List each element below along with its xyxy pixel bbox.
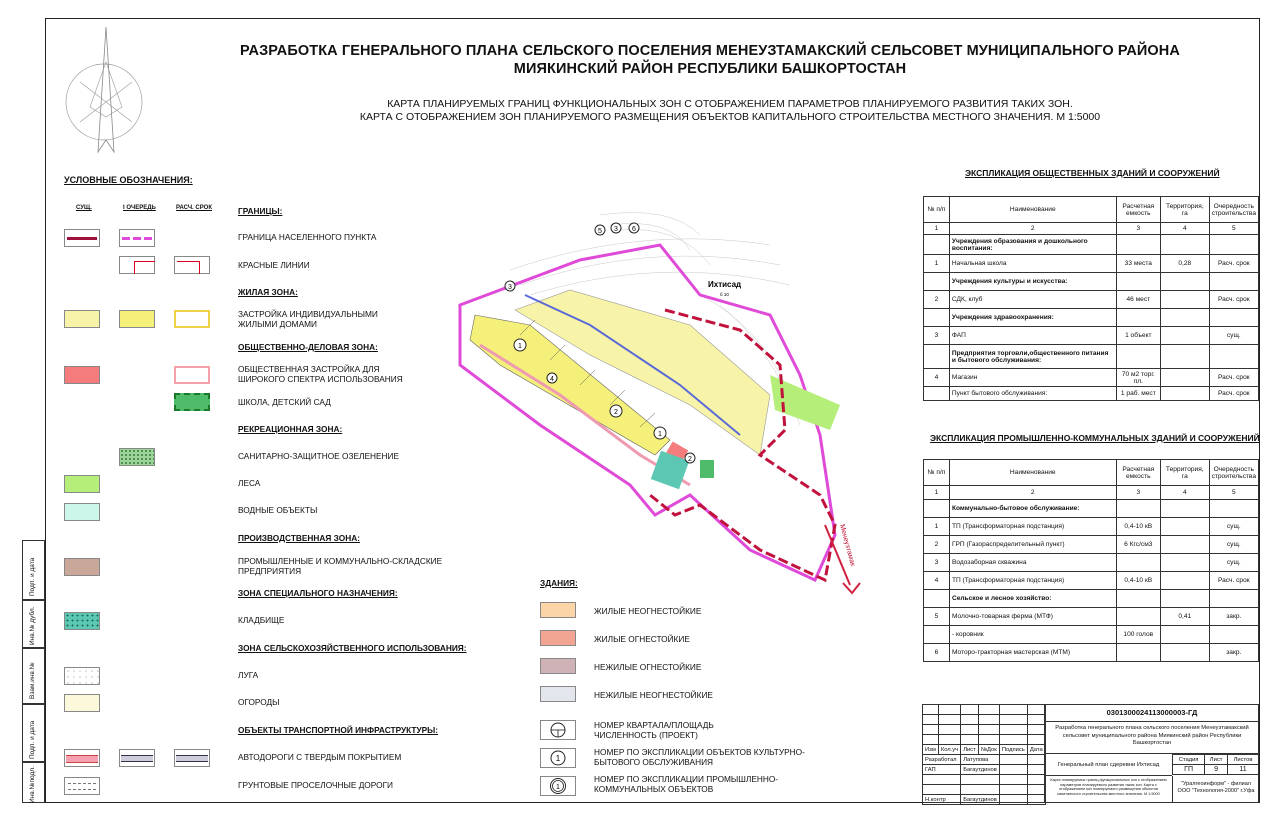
legend-swatch-gardens xyxy=(64,694,100,712)
legend-swatch-public-calc xyxy=(174,366,210,384)
bld-quarter: НОМЕР КВАРТАЛА/ПЛОЩАДЬ ЧИСЛЕННОСТЬ (ПРОЕКТ) xyxy=(594,720,714,740)
legend-cemetery: КЛАДБИЩЕ xyxy=(238,615,285,625)
map-marker-2b: 2 xyxy=(688,456,692,463)
map-marker-5: 5 xyxy=(598,228,602,235)
legend-swatch-redlines-calc xyxy=(174,256,210,274)
ex-public-title: ЭКСПЛИКАЦИЯ ОБЩЕСТВЕННЫХ ЗДАНИЙ И СООРУЖЕНИЙ xyxy=(965,168,1220,178)
bld-swatch-nonres-fire xyxy=(540,658,576,674)
legend-water: ВОДНЫЕ ОБЪЕКТЫ xyxy=(238,505,318,515)
legend-school: ШКОЛА, ДЕТСКИЙ САД xyxy=(238,397,331,407)
bld-nonres-nonfire: НЕЖИЛЫЕ НЕОГНЕСТОЙКИЕ xyxy=(594,690,713,700)
legend-section-special: ЗОНА СПЕЦИАЛЬНОГО НАЗНАЧЕНИЯ: xyxy=(238,588,398,598)
legend-red-lines: КРАСНЫЕ ЛИНИИ xyxy=(238,260,310,270)
buildings-title: ЗДАНИЯ: xyxy=(540,578,578,588)
map-road-label: Менеузтамак xyxy=(838,523,856,568)
bld-ind: НОМЕР ПО ЭКСПЛИКАЦИИ ПРОМЫШЛЕННО- КОММУНАЛЬНЫХ ОБЪЕКТОВ xyxy=(594,774,779,794)
legend-swatch-industrial xyxy=(64,558,100,576)
legend-section-agri: ЗОНА СЕЛЬСКОХОЗЯЙСТВЕННОГО ИСПОЛЬЗОВАНИЯ: xyxy=(238,643,467,653)
legend-swatch-paved-calc xyxy=(174,749,210,767)
ex-industrial-title: ЭКСПЛИКАЦИЯ ПРОМЫШЛЕННО-КОММУНАЛЬНЫХ ЗДАНИЙ И СООРУЖЕНИЙ xyxy=(930,433,1260,443)
bld-swatch-res-fire xyxy=(540,630,576,646)
legend-public: ОБЩЕСТВЕННАЯ ЗАСТРОЙКА ДЛЯ ШИРОКОГО СПЕКТРА ИСПОЛЬЗОВАНИЯ xyxy=(238,364,403,384)
bld-swatch-nonres-nonfire xyxy=(540,686,576,702)
legend-forest: ЛЕСА xyxy=(238,478,261,488)
legend-swatch-sanitary xyxy=(119,448,155,466)
tb-stage-grid: Стадия Лист Листов ГП 9 11 xyxy=(1172,754,1259,775)
legend-section-industrial: ПРОИЗВОДСТВЕННАЯ ЗОНА: xyxy=(238,533,360,543)
bld-swatch-cult xyxy=(540,748,576,768)
tb-grid: Изм Кол.уч Лист №Док Подпись Дата Разработал Латупова ГАП Багаутдинов Н.контр Багаутдинов xyxy=(922,704,1046,805)
legend-swatch-res-calc xyxy=(174,310,210,328)
legend-settlement-border: ГРАНИЦА НАСЕЛЕННОГО ПУНКТА xyxy=(238,232,377,242)
tb-org: "Уралгеоинформ" - филиал ООО "Технология-2000" г.Уфа xyxy=(1172,776,1259,803)
side-stamp-4: Подп. и дата xyxy=(22,704,45,762)
settlement-map[interactable] xyxy=(440,195,880,595)
legend-swatch-school xyxy=(174,393,210,411)
legend-swatch-res-first xyxy=(119,310,155,328)
legend-swatch-meadow xyxy=(64,667,100,685)
map-marker-2: 2 xyxy=(614,409,618,416)
tb-code: 0301300024113000003-ГД xyxy=(1044,704,1259,722)
ex-public-table: № п/п Наименование Расчетная емкость Территория, га Очередность строительства 1 2 3 4 5 Учреждения образования и дошкольного воспитания: 1 Начальная школа 33 места 0,28 Расч. срок Учреждения культуры и искусства: 2 СДК, клуб 46 мест Расч. срок Учреждения здравоохранения: 3 ФАП 1 объект сущ. Предприятия торговли,общественного питания и бытового обслуживания: 4 Магазин 70 м2 торг. пл. Расч. срок Пункт бытового обслуживания: 1 раб. мест Расч. срок xyxy=(923,196,1259,401)
legend-swatch-cemetery xyxy=(64,612,100,630)
legend-meadow: ЛУГА xyxy=(238,670,259,680)
bld-nonres-fire: НЕЖИЛЫЕ ОГНЕСТОЙКИЕ xyxy=(594,662,702,672)
legend-swatch-forest xyxy=(64,475,100,493)
legend-swatch-water xyxy=(64,503,100,521)
bld-swatch-ind xyxy=(540,776,576,796)
bld-cult: НОМЕР ПО ЭКСПЛИКАЦИИ ОБЪЕКТОВ КУЛЬТУРНО- БЫТОВОГО ОБСЛУЖИВАНИЯ xyxy=(594,747,805,767)
legend-section-borders: ГРАНИЦЫ: xyxy=(238,206,283,216)
map-village-name: Ихтисад xyxy=(708,280,742,289)
legend-title: УСЛОВНЫЕ ОБОЗНАЧЕНИЯ: xyxy=(64,175,193,185)
legend-industrial: ПРОМЫШЛЕННЫЕ И КОММУНАЛЬНО-СКЛАДСКИЕ ПРЕДПРИЯТИЯ xyxy=(238,556,443,576)
side-stamp-1: Подп. и дата xyxy=(22,540,45,600)
legend-paved-roads: АВТОДОРОГИ С ТВЕРДЫМ ПОКРЫТИЕМ xyxy=(238,752,402,762)
page-subtitle: КАРТА ПЛАНИРУЕМЫХ ГРАНИЦ ФУНКЦИОНАЛЬНЫХ ЗОН С ОТОБРАЖЕНИЕМ ПАРАМЕТРОВ ПЛАНИРУЕМОГО РАЗВИТИЯ ТАКИХ ЗОН. КАРТА С ОТОБРАЖЕНИЕМ ЗОН ПЛАНИРУЕМОГО РАЗМЕЩЕНИЯ ОБЪЕКТОВ КАПИТАЛЬНОГО СТРОИТЕЛЬСТВА МЕСТНОГО ЗНАЧЕНИЯ. М 1:5000 xyxy=(359,98,1101,123)
legend-swatch-res-existing xyxy=(64,310,100,328)
legend-swatch-border-first xyxy=(119,229,155,247)
legend-gardens: ОГОРОДЫ xyxy=(238,697,280,707)
page-title: РАЗРАБОТКА ГЕНЕРАЛЬНОГО ПЛАНА СЕЛЬСКОГО ПОСЕЛЕНИЯ МЕНЕУЗТАМАКСКИЙ СЕЛЬСОВЕТ МУНИЦИПАЛЬНОГО РАЙОНА МИЯКИНСКИЙ РАЙОН РЕСПУБЛИКИ БАШКОРТОСТАН xyxy=(240,43,1180,77)
legend-swatch-public-existing xyxy=(64,366,100,384)
legend-section-transport: ОБЪЕКТЫ ТРАНСПОРТНОЙ ИНФРАСТРУКТУРЫ: xyxy=(238,725,439,735)
map-marker-4: 4 xyxy=(550,376,554,383)
map-marker-1b: 1 xyxy=(658,431,662,438)
legend-section-residential: ЖИЛАЯ ЗОНА: xyxy=(238,287,298,297)
tb-plan-name: Генеральный план сдеревни Ихтисад xyxy=(1044,754,1172,776)
legend-col-calc: РАСЧ. СРОК xyxy=(176,205,212,211)
legend-section-recreation: РЕКРЕАЦИОННАЯ ЗОНА: xyxy=(238,424,343,434)
legend-swatch-dirt xyxy=(64,777,100,795)
tb-desc: Разработка генерального плана сельского поселения Менеузтамакский сельсовет муниципального района Миякинский район Республики Башкортостан xyxy=(1044,722,1259,754)
map-marker-1: 1 xyxy=(518,343,522,350)
marker-cult-number: 1 xyxy=(555,754,561,763)
bld-res-nonfire: ЖИЛЫЕ НЕОГНЕСТОЙКИЕ xyxy=(594,606,702,616)
tb-map-desc: Карта планируемых границ функциональных зон с отображением параметров планируемого развития таких зон. Карта с отображением зон планируемого размещения объектов капитального строительства местного значения. М 1:5000 xyxy=(1044,776,1172,803)
legend-dirt-roads: ГРУНТОВЫЕ ПРОСЕЛОЧНЫЕ ДОРОГИ xyxy=(238,780,394,790)
legend-section-public: ОБЩЕСТВЕННО-ДЕЛОВАЯ ЗОНА: xyxy=(238,342,378,352)
legend-swatch-paved-first xyxy=(119,749,155,767)
marker-ind-number: 1 xyxy=(556,784,560,791)
legend-individual: ЗАСТРОЙКА ИНДИВИДУАЛЬНЫМИ ЖИЛЫМИ ДОМАМИ xyxy=(238,309,378,329)
legend-col-first: I ОЧЕРЕДЬ xyxy=(123,205,156,211)
bld-swatch-quarter xyxy=(540,720,576,740)
bld-swatch-res-nonfire xyxy=(540,602,576,618)
legend-col-existing: СУЩ. xyxy=(76,205,92,211)
ex-industrial-table: № п/п Наименование Расчетная емкость Территория, га Очередность строительства 1 2 3 4 5 Коммунально-бытовое обслуживание: 1 ТП (Трансформаторная подстанция) 0,4-10 кВ сущ. 2 ГРП (Газораспределительный пункт) 6 Кгс/см3 сущ. 3 Водозаборная скважина сущ. 4 ТП (Трансформаторная подстанция) 0,4-10 кВ Расч. срок Сельское и лесное хозяйство: 5 Молочно-товарная ферма (МТФ) 0,41 закр. - коровник 100 голов 6 Моторо-тракторная мастерская (МТМ) закр. xyxy=(923,459,1259,662)
side-stamp-3: Взам.инв.№ xyxy=(22,648,45,704)
map-village-sub: б 10 xyxy=(720,292,729,297)
bld-res-fire: ЖИЛЫЕ ОГНЕСТОЙКИЕ xyxy=(594,634,690,644)
map-marker-3b: 3 xyxy=(508,284,512,291)
legend-swatch-redlines-first xyxy=(119,256,155,274)
side-stamp-2: Инв.№ дубл. xyxy=(22,600,45,648)
side-stamp-5: Инв.№подл. xyxy=(22,762,45,803)
legend-sanitary: САНИТАРНО-ЗАЩИТНОЕ ОЗЕЛЕНЕНИЕ xyxy=(238,451,399,461)
map-marker-6: 6 xyxy=(632,226,636,233)
map-marker-3: 3 xyxy=(614,226,618,233)
legend-swatch-paved-existing xyxy=(64,749,100,767)
north-arrow-icon xyxy=(62,22,152,162)
legend-swatch-border-existing xyxy=(64,229,100,247)
